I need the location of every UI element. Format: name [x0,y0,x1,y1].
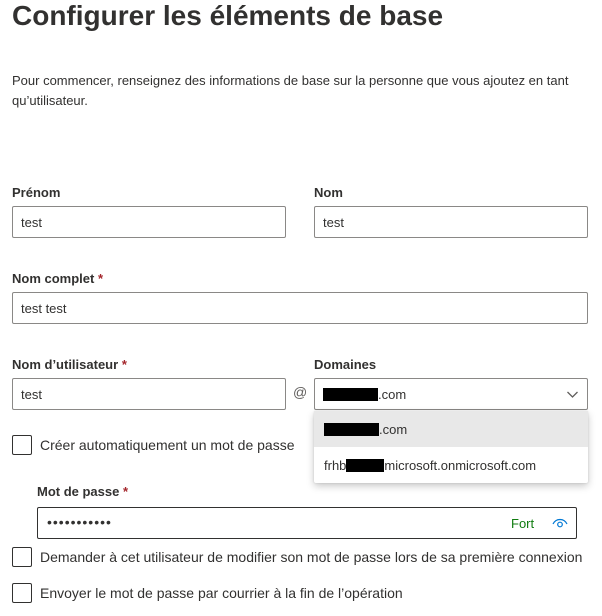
domain-option-1[interactable] [314,411,588,447]
domains-options-list [314,411,588,483]
at-symbol: @ [293,384,308,400]
redacted-block [323,388,378,401]
last-name-label-text: Nom [314,185,343,200]
password-label [37,484,128,499]
auto-password-checkbox[interactable] [12,435,32,455]
domain-option-prefix: frhb [324,458,347,473]
redacted-block [346,459,384,472]
required-mark: * [97,271,104,286]
password-input[interactable] [37,507,577,539]
domain-option-2[interactable] [314,447,588,483]
domains-label-text: Domaines [314,357,377,372]
domains-dropdown[interactable] [314,378,588,410]
last-name-label [314,185,343,200]
display-name-label [12,271,103,286]
username-label [12,357,127,372]
email-password-checkbox[interactable] [12,583,32,603]
required-mark: * [121,357,127,372]
email-password-label: Envoyer le mot de passe par courrier à la fin de l’opération [40,585,403,601]
redacted-block [324,423,379,436]
password-masked-value: ••••••••••• [47,514,112,530]
domains-selected-suffix: .com [378,387,407,402]
page-title: Configurer les éléments de base [12,0,444,31]
domains-selected-value [323,387,406,402]
domain-option-suffix: .com [379,422,408,437]
display-name-label-text: Nom complet [12,271,95,286]
last-name-input[interactable] [314,206,588,238]
password-label-text: Mot de passe [37,484,120,499]
page-description: Pour commencer, renseignez des informations de base sur la personne que vous ajoutez en tant qu’utilisateur. [12,73,569,108]
password-strength: Fort [511,516,535,531]
domains-label [314,357,376,372]
require-change-label: Demander à cet utilisateur de modifier son mot de passe lors de sa première connexion [40,549,583,565]
auto-password-label: Créer automatiquement un mot de passe [40,437,295,453]
eye-icon[interactable] [552,516,568,530]
required-mark: * [122,484,129,499]
username-label-text: Nom d’utilisateur [12,357,119,372]
first-name-label [12,185,60,200]
first-name-input[interactable] [12,206,286,238]
domain-option-suffix: microsoft.onmicrosoft.com [384,458,537,473]
display-name-input[interactable] [12,292,588,324]
require-change-checkbox[interactable] [12,547,32,567]
chevron-down-icon [566,388,579,401]
username-input[interactable] [12,378,286,410]
first-name-label-text: Prénom [12,185,61,200]
